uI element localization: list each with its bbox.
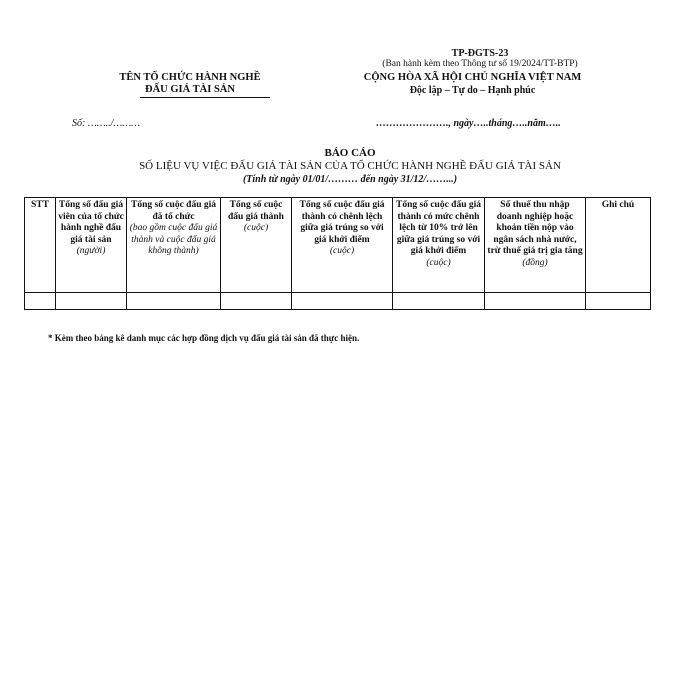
column-unit: (cuộc) bbox=[426, 257, 451, 268]
form-code: TP-ĐGTS-23 bbox=[451, 48, 509, 59]
document-number: Số: ……../……… bbox=[72, 118, 141, 129]
column-title: Tổng số đấu giá viên của tổ chức hành nghề đấu giá tài sản bbox=[58, 200, 124, 245]
table-cell[interactable] bbox=[485, 293, 586, 310]
column-title: Số thuế thu nhập doanh nghiệp hoặc khoản tiền nộp vào ngân sách nhà nước, trừ thuế giá trị gia tăng bbox=[487, 200, 583, 256]
column-header-price-difference bbox=[292, 198, 393, 293]
organization-underline bbox=[140, 97, 270, 98]
organization-name-line2: ĐẤU GIÁ TÀI SẢN bbox=[145, 84, 235, 95]
column-title: Ghi chú bbox=[601, 200, 635, 210]
column-title: STT bbox=[31, 200, 49, 210]
statistics-table bbox=[24, 197, 651, 310]
place-date-line: …………………., ngày…..tháng…..năm….. bbox=[376, 118, 561, 129]
table-cell[interactable] bbox=[292, 293, 393, 310]
column-header-stt bbox=[25, 198, 56, 293]
column-header-difference-10-percent bbox=[393, 198, 485, 293]
column-title: Tổng số cuộc đấu giá thành bbox=[228, 200, 284, 222]
organization-name-line1: TÊN TỔ CHỨC HÀNH NGHỀ bbox=[119, 72, 261, 83]
table-row bbox=[25, 293, 651, 310]
column-header-notes bbox=[586, 198, 651, 293]
column-header-tax-paid bbox=[485, 198, 586, 293]
column-title: Tổng số cuộc đấu giá đã tổ chức bbox=[131, 200, 216, 222]
republic-heading: CỘNG HÒA XÃ HỘI CHỦ NGHĨA VIỆT NAM bbox=[363, 72, 582, 83]
table-cell[interactable] bbox=[586, 293, 651, 310]
column-title: Tổng số cuộc đấu giá thành có chênh lệch giữa giá trúng so với giá khởi điểm bbox=[299, 200, 385, 245]
column-header-auctions-held bbox=[127, 198, 221, 293]
table-header-row bbox=[25, 198, 651, 293]
column-unit: (cuộc) bbox=[329, 246, 355, 256]
report-period: (Tính từ ngày 01/01/……… đến ngày 31/12/……...) bbox=[242, 174, 458, 185]
organization-name bbox=[100, 72, 280, 96]
column-title: Tổng số cuộc đấu giá thành có mức chênh lệch từ 10% trở lên giữa giá trúng so với giá khởi điểm bbox=[396, 200, 481, 256]
column-unit: (người) bbox=[76, 246, 106, 256]
national-motto: Độc lập – Tự do – Hạnh phúc bbox=[409, 85, 536, 96]
column-header-auctioneers bbox=[56, 198, 127, 293]
issued-note: (Ban hành kèm theo Thông tư số 19/2024/TT-BTP) bbox=[382, 59, 578, 69]
table-cell[interactable] bbox=[25, 293, 56, 310]
table-cell[interactable] bbox=[56, 293, 127, 310]
footnote: * Kèm theo bảng kê danh mục các hợp đồng dịch vụ đấu giá tài sản đã thực hiện. bbox=[48, 333, 360, 343]
report-title: BÁO CÁO bbox=[324, 147, 376, 159]
report-subtitle: SỐ LIỆU VỤ VIỆC ĐẤU GIÁ TÀI SẢN CỦA TỔ CHỨC HÀNH NGHỀ ĐẤU GIÁ TÀI SẢN bbox=[139, 160, 561, 172]
column-unit: (đồng) bbox=[522, 257, 548, 268]
column-unit: (cuộc) bbox=[243, 223, 269, 233]
column-subtitle: (bao gồm cuộc đấu giá thành và cuộc đấu giá không thành) bbox=[129, 223, 218, 256]
table-cell[interactable] bbox=[127, 293, 221, 310]
column-header-successful-auctions bbox=[221, 198, 292, 293]
table-cell[interactable] bbox=[393, 293, 485, 310]
table-cell[interactable] bbox=[221, 293, 292, 310]
